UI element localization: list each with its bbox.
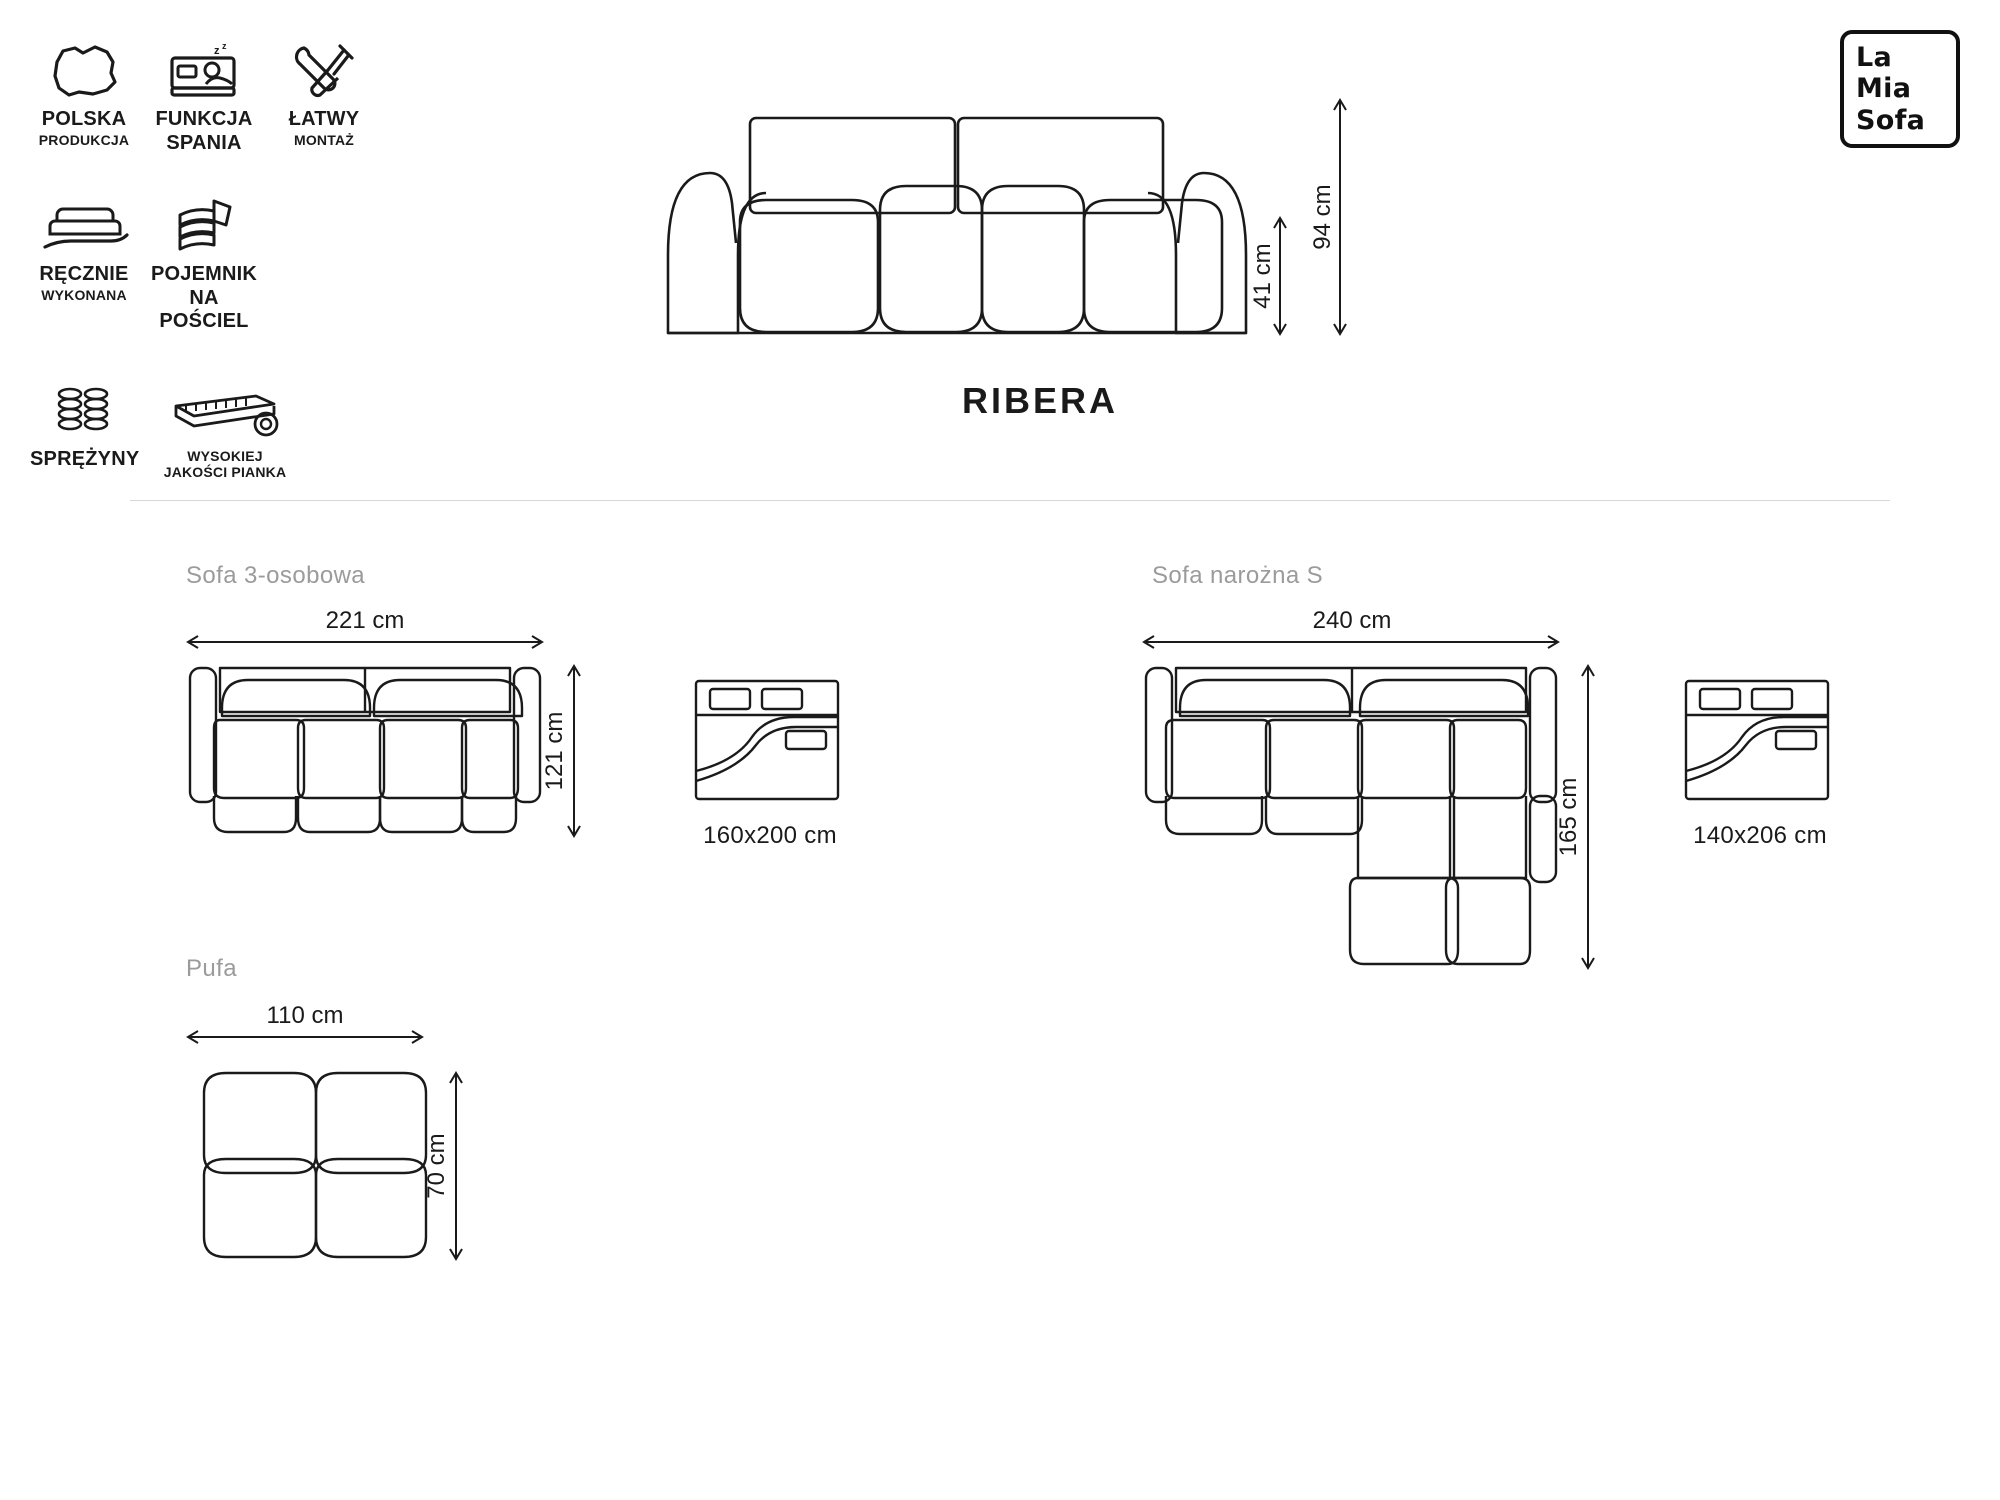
svg-text:z: z xyxy=(222,41,227,51)
pufa-width-label: 110 cm xyxy=(266,1002,344,1029)
springs-icon xyxy=(30,360,138,442)
sofa-corner-bed-diagram xyxy=(1680,675,1840,805)
feature-caption xyxy=(30,108,138,148)
hero-height-seat-label: 41 cm xyxy=(1249,243,1276,309)
feature-label-line2: PRODUKCJA xyxy=(38,131,130,148)
feature-label-line1: ŁATWY xyxy=(288,108,360,130)
feature-funkcja-spania xyxy=(150,20,258,155)
feature-label-line2: WYKONANA xyxy=(41,286,127,303)
bedding-storage-icon xyxy=(150,175,258,257)
feature-wysokiej-jakosci-pianka xyxy=(150,360,300,481)
variant-label-sofa-3-osobowa: Sofa 3-osobowa xyxy=(186,562,366,589)
feature-pojemnik-na-posciel xyxy=(150,175,258,334)
logo-line-1: La xyxy=(1856,42,1893,74)
feature-row-3 xyxy=(30,360,480,481)
svg-text:z: z xyxy=(214,45,220,57)
sofa-3-depth-label: 121 cm xyxy=(541,711,568,791)
pufa-depth-label: 70 cm xyxy=(423,1133,450,1199)
pufa-diagram xyxy=(150,995,590,1305)
hand-sofa-icon xyxy=(30,175,138,257)
feature-caption xyxy=(150,263,258,334)
poland-map-icon xyxy=(30,20,138,102)
feature-latwy-montaz xyxy=(270,20,378,148)
sofa-corner-bed-size-label: 140x206 cm xyxy=(1693,822,1827,849)
feature-sprezyny xyxy=(30,360,138,472)
sofa-narozna-s-diagram xyxy=(1110,600,1670,1000)
feature-label-line2: MONTAŻ xyxy=(293,131,355,148)
sofa-3-width-label: 221 cm xyxy=(325,607,405,634)
feature-label-line2: SPANIA xyxy=(166,131,242,154)
feature-label-line1: RĘCZNIE xyxy=(39,263,129,286)
section-divider xyxy=(130,500,1890,501)
variant-label-sofa-narozna-s: Sofa narożna S xyxy=(1152,562,1324,589)
brand-logo xyxy=(1840,30,1960,148)
feature-recznie-wykonana xyxy=(30,175,138,303)
feature-label-line1: SPRĘŻYNY xyxy=(30,447,140,470)
feature-label-line1: FUNKCJA xyxy=(155,108,253,130)
feature-caption xyxy=(30,448,138,472)
variant-label-pufa: Pufa xyxy=(186,955,237,982)
feature-row-1 xyxy=(30,20,480,155)
feature-label-line2: NA POŚCIEL xyxy=(159,286,249,333)
sofa-3-bed-size-label: 160x200 cm xyxy=(703,822,837,849)
feature-label-line1: POJEMNIK xyxy=(150,263,258,286)
sofa-corner-width-label: 240 cm xyxy=(1312,607,1392,634)
product-name: RIBERA xyxy=(961,380,1118,421)
feature-grid xyxy=(30,20,480,481)
feature-polska-produkcja xyxy=(30,20,138,148)
feature-caption xyxy=(150,108,258,155)
feature-caption xyxy=(270,108,378,148)
tools-icon xyxy=(270,20,378,102)
feature-label-line2: JAKOŚCI PIANKA xyxy=(163,464,287,481)
sofa-3-osobowa-diagram xyxy=(150,600,670,910)
feature-label-line1: POLSKA xyxy=(41,108,127,130)
logo-line-2: Mia xyxy=(1856,73,1912,105)
feature-label-line1: WYSOKIEJ xyxy=(187,447,263,464)
sleep-function-icon xyxy=(150,20,258,102)
feature-caption xyxy=(30,263,138,303)
logo-line-3: Sofa xyxy=(1856,104,1926,136)
feature-caption xyxy=(150,448,300,481)
feature-row-2 xyxy=(30,175,480,334)
foam-quality-icon xyxy=(150,360,300,442)
sofa-corner-depth-label: 165 cm xyxy=(1555,777,1582,857)
hero-height-total-label: 94 cm xyxy=(1309,184,1336,250)
hero-sofa-diagram xyxy=(640,40,1440,400)
sofa-3-bed-diagram xyxy=(690,675,850,805)
